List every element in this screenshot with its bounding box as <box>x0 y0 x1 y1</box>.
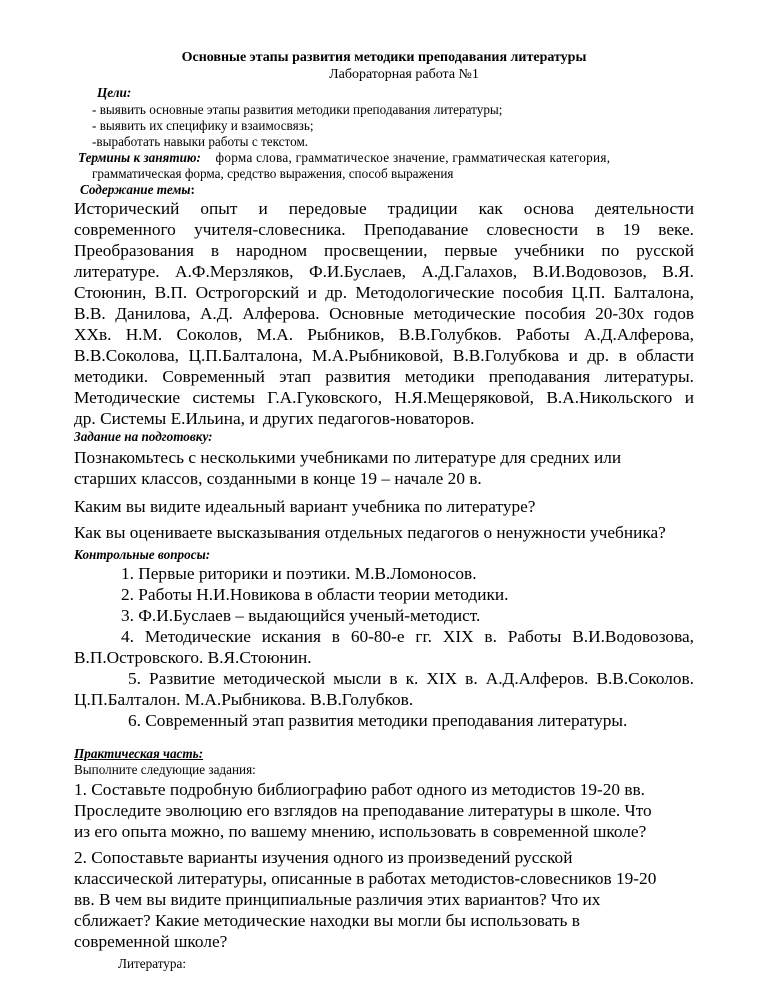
content-label-line: Содержание темы: <box>80 182 195 197</box>
preparation-question: старших классов, созданными в конце 19 – начале 20 в. <box>74 469 482 488</box>
practical-task-line: из его опыта можно, по вашему мнению, использовать в современной школе? <box>74 822 647 841</box>
practical-task-line: 2. Сопоставьте варианты изучения одного из произведений русской <box>74 848 573 867</box>
control-label: Контрольные вопросы: <box>74 547 211 562</box>
goal-item: - выявить их специфику и взаимосвязь; <box>92 118 314 133</box>
content-line: Исторический опыт и передовые традиции как основа деятельности <box>74 199 694 218</box>
terms-text: форма слова, грамматическое значение, грамматическая категория, <box>215 150 611 165</box>
control-question-cont: Ц.П.Балталон. М.А.Рыбникова. В.В.Голубков. <box>74 690 414 709</box>
content-label: Содержание темы <box>80 182 191 197</box>
preparation-question: Каким вы видите идеальный вариант учебника по литературе? <box>74 497 536 516</box>
control-question: 2. Работы Н.И.Новикова в области теории методики. <box>121 585 509 604</box>
practical-task-line: Проследите эволюцию его взглядов на преподавание литературы в школе. Что <box>74 801 652 820</box>
content-line: Преобразования в народном просвещении, первые учебники по русской <box>74 241 694 260</box>
goal-item: - выявить основные этапы развития методики преподавания литературы; <box>92 102 503 117</box>
terms-line-2: грамматическая форма, средство выражения, способ выражения <box>92 166 454 181</box>
control-question: 3. Ф.И.Буслаев – выдающийся ученый-методист. <box>121 606 481 625</box>
content-line: Стоюнин, В.П. Острогорский и др. Методологические пособия Ц.П. Балталона, <box>74 283 694 302</box>
practical-task-line: сближает? Какие методические находки вы могли бы использовать в <box>74 911 580 930</box>
control-question: 4. Методические искания в 60-80-е гг. XIX в. Работы В.И.Водовозова, <box>121 627 694 646</box>
practical-task-line: современной школе? <box>74 932 228 951</box>
literature-label: Литература: <box>118 956 187 971</box>
goals-label: Цели: <box>97 85 132 100</box>
content-line: Методические системы Г.А.Гуковского, Н.Я.Мещеряковой, В.А.Никольского и <box>74 388 694 407</box>
document-subtitle: Лабораторная работа №1 <box>329 67 479 82</box>
preparation-question: Познакомьтесь с несколькими учебниками по литературе для средних или <box>74 448 622 467</box>
control-question: 1. Первые риторики и поэтики. М.В.Ломоносов. <box>121 564 477 583</box>
control-question: 5. Развитие методической мысли в к. XIX в. А.Д.Алферов. В.В.Соколов. <box>128 669 694 688</box>
practical-task-line: 1. Составьте подробную библиографию работ одного из методистов 19-20 вв. <box>74 780 646 799</box>
content-line: В.В. Данилова, А.Д. Алферова. Основные методические пособия 20-30х годов <box>74 304 694 323</box>
practical-label: Практическая часть: <box>74 746 204 761</box>
practical-task-line: вв. В чем вы видите принципиальные различия этих вариантов? Что их <box>74 890 601 909</box>
content-line: методики. Современный этап развития методики преподавания литературы. <box>74 367 694 386</box>
preparation-label: Задание на подготовку: <box>74 429 213 444</box>
practical-intro: Выполните следующие задания: <box>74 762 256 777</box>
document-title: Основные этапы развития методики преподавания литературы <box>181 50 587 65</box>
content-line: современного учителя-словесника. Преподавание словесности в 19 веке. <box>74 220 694 239</box>
content-line: XXв. Н.М. Соколов, М.А. Рыбников, В.В.Голубков. Работы А.Д.Алферова, <box>74 325 694 344</box>
control-question-cont: В.П.Островского. В.Я.Стоюнин. <box>74 648 312 667</box>
terms-line-1 <box>78 150 610 166</box>
goal-item: -выработать навыки работы с текстом. <box>92 134 309 149</box>
terms-label: Термины к занятию: <box>78 150 201 165</box>
control-question: 6. Современный этап развития методики преподавания литературы. <box>128 711 628 730</box>
content-line: др. Системы Е.Ильина, и других педагогов-новаторов. <box>74 409 475 428</box>
preparation-question: Как вы оцениваете высказывания отдельных педагогов о ненужности учебника? <box>74 523 666 542</box>
content-line: В.В.Соколова, Ц.П.Балталона, М.А.Рыбниковой, В.В.Голубкова и др. в области <box>74 346 694 365</box>
content-line: литературе. А.Ф.Мерзляков, Ф.И.Буслаев, А.Д.Галахов, В.И.Водовозов, В.Я. <box>74 262 694 281</box>
practical-task-line: классической литературы, описанные в работах методистов-словесников 19-20 <box>74 869 657 888</box>
